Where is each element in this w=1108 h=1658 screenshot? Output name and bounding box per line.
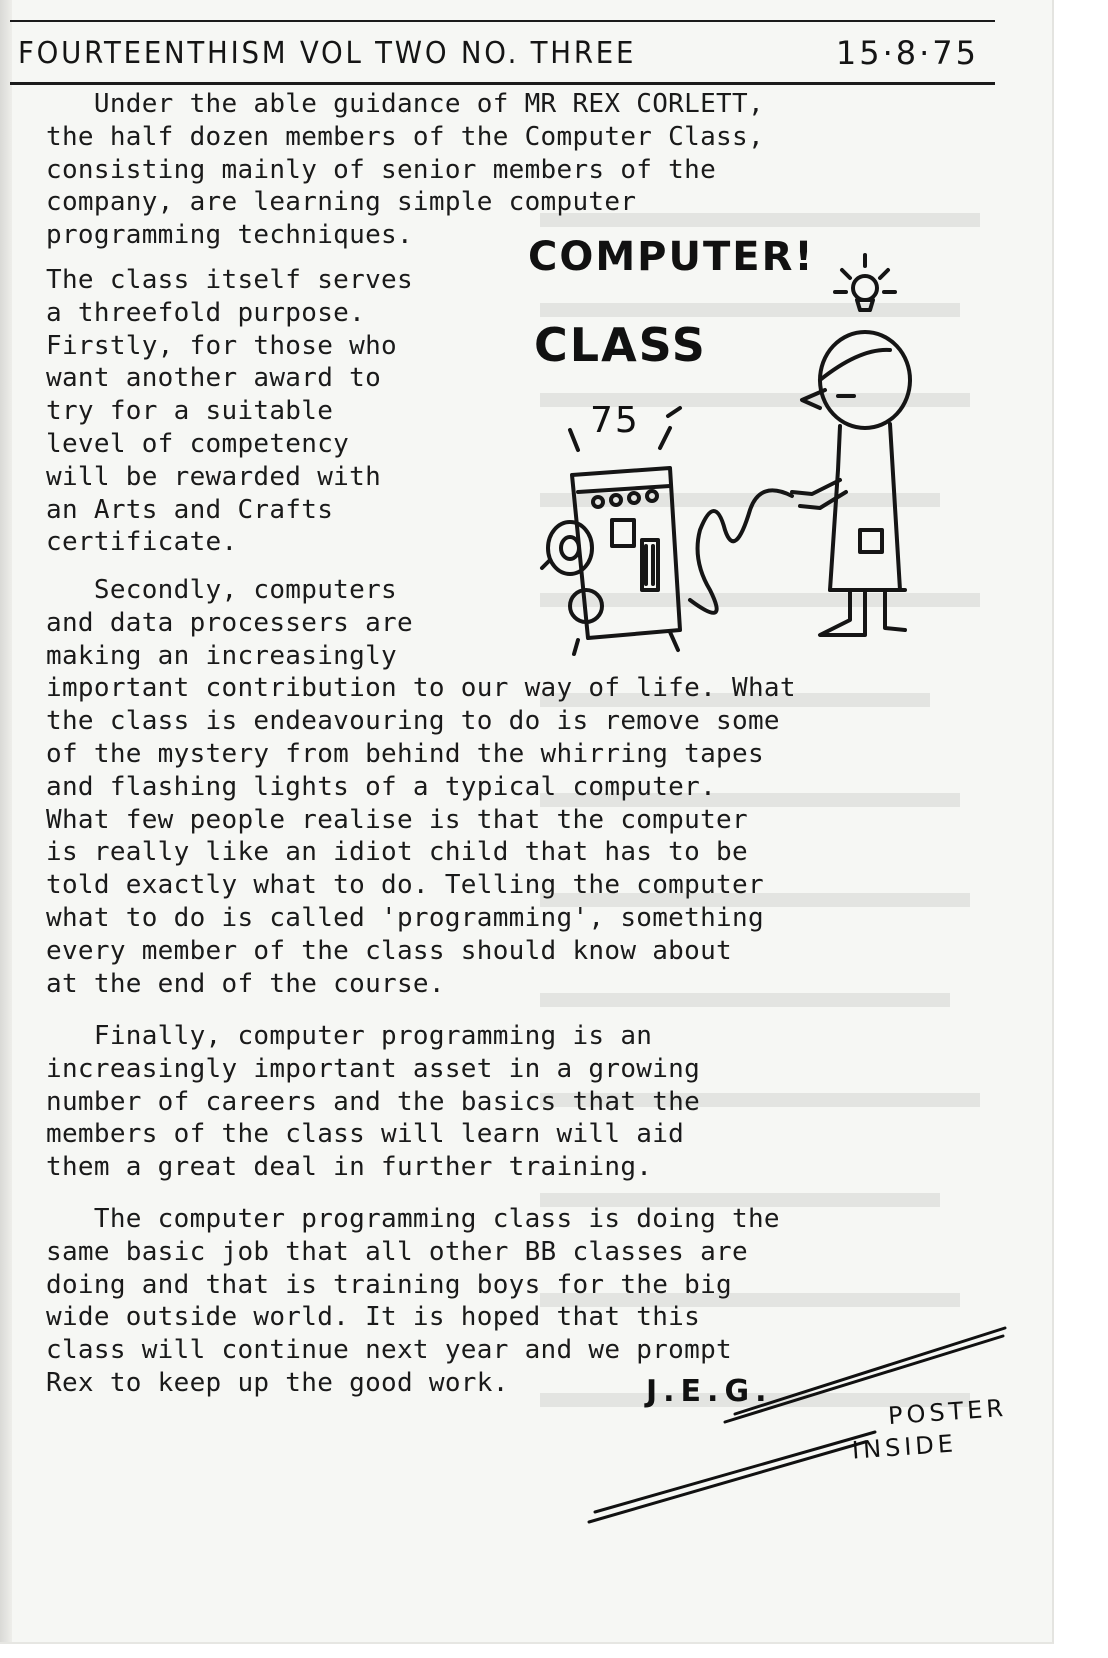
text-line: Secondly, computers bbox=[46, 575, 397, 605]
paragraph-1 bbox=[46, 88, 764, 252]
text-line: same basic job that all other BB classes are bbox=[46, 1236, 748, 1267]
text-line: Under the able guidance of MR REX CORLETT, bbox=[46, 89, 764, 119]
text-line: making an increasingly bbox=[46, 640, 397, 671]
text-line: wide outside world. It is hoped that this bbox=[46, 1302, 701, 1333]
text-line: a threefold purpose. bbox=[46, 297, 366, 328]
text-line: told exactly what to do. Telling the computer bbox=[46, 870, 764, 901]
text-line: Firstly, for those who bbox=[46, 330, 397, 361]
text-line: Rex to keep up the good work. bbox=[46, 1367, 509, 1398]
text-line: every member of the class should know about bbox=[46, 935, 732, 966]
masthead-title: FOURTEENTHISM VOL TWO NO. THREE bbox=[18, 36, 637, 71]
text-line: class will continue next year and we prompt bbox=[46, 1335, 732, 1366]
text-line: certificate. bbox=[46, 527, 238, 558]
lightbulb-icon bbox=[835, 255, 895, 310]
text-line: The class itself serves bbox=[46, 265, 413, 295]
text-line: the class is endeavouring to do is remove some bbox=[46, 706, 780, 737]
text-line: What few people realise is that the computer bbox=[46, 804, 748, 835]
person-figure bbox=[792, 332, 910, 635]
text-line: them a great deal in further training. bbox=[46, 1152, 653, 1183]
text-line: consisting mainly of senior members of the bbox=[46, 154, 717, 185]
cartoon-caption-computer: COMPUTER! bbox=[528, 234, 815, 280]
text-line: try for a suitable bbox=[46, 396, 334, 427]
text-line: want another award to bbox=[46, 363, 382, 394]
text-line: and flashing lights of a typical computer. bbox=[46, 771, 717, 802]
text-line: is really like an idiot child that has to be bbox=[46, 837, 748, 868]
text-line: and data processers are bbox=[46, 607, 413, 638]
text-line: Finally, computer programming is an bbox=[46, 1021, 653, 1051]
text-line: level of competency bbox=[46, 428, 350, 459]
poster-note-strokes bbox=[585, 1326, 1015, 1526]
text-line: The computer programming class is doing the bbox=[46, 1204, 780, 1234]
text-line: of the mystery from behind the whirring tapes bbox=[46, 738, 764, 769]
cartoon-drawing bbox=[520, 230, 1000, 690]
masthead-date: 15·8·75 bbox=[835, 34, 979, 72]
text-line: increasingly important asset in a growing bbox=[46, 1053, 701, 1084]
cartoon-year: 75 bbox=[590, 400, 640, 441]
text-line: at the end of the course. bbox=[46, 968, 445, 999]
text-line: what to do is called 'programming', something bbox=[46, 902, 764, 933]
text-line: number of careers and the basics that the bbox=[46, 1086, 701, 1117]
poster-note-line2: INSIDE bbox=[851, 1429, 958, 1465]
text-line: important contribution to our way of life. What bbox=[46, 673, 796, 704]
text-line: an Arts and Crafts bbox=[46, 494, 334, 525]
poster-note-line1: POSTER bbox=[887, 1393, 1008, 1431]
text-line: doing and that is training boys for the big bbox=[46, 1269, 732, 1300]
text-line: company, are learning simple computer bbox=[46, 187, 637, 218]
cartoon-caption-class: CLASS bbox=[534, 318, 707, 372]
text-line: members of the class will learn will aid bbox=[46, 1119, 685, 1150]
paragraph-2 bbox=[46, 264, 413, 559]
paragraph-4 bbox=[46, 1020, 700, 1184]
text-line: programming techniques. bbox=[46, 220, 413, 251]
computer-console bbox=[542, 468, 680, 654]
text-line: the half dozen members of the Computer Class, bbox=[46, 121, 764, 152]
masthead bbox=[10, 20, 995, 85]
text-line: will be rewarded with bbox=[46, 461, 382, 492]
author-signature: J.E.G. bbox=[646, 1374, 773, 1409]
